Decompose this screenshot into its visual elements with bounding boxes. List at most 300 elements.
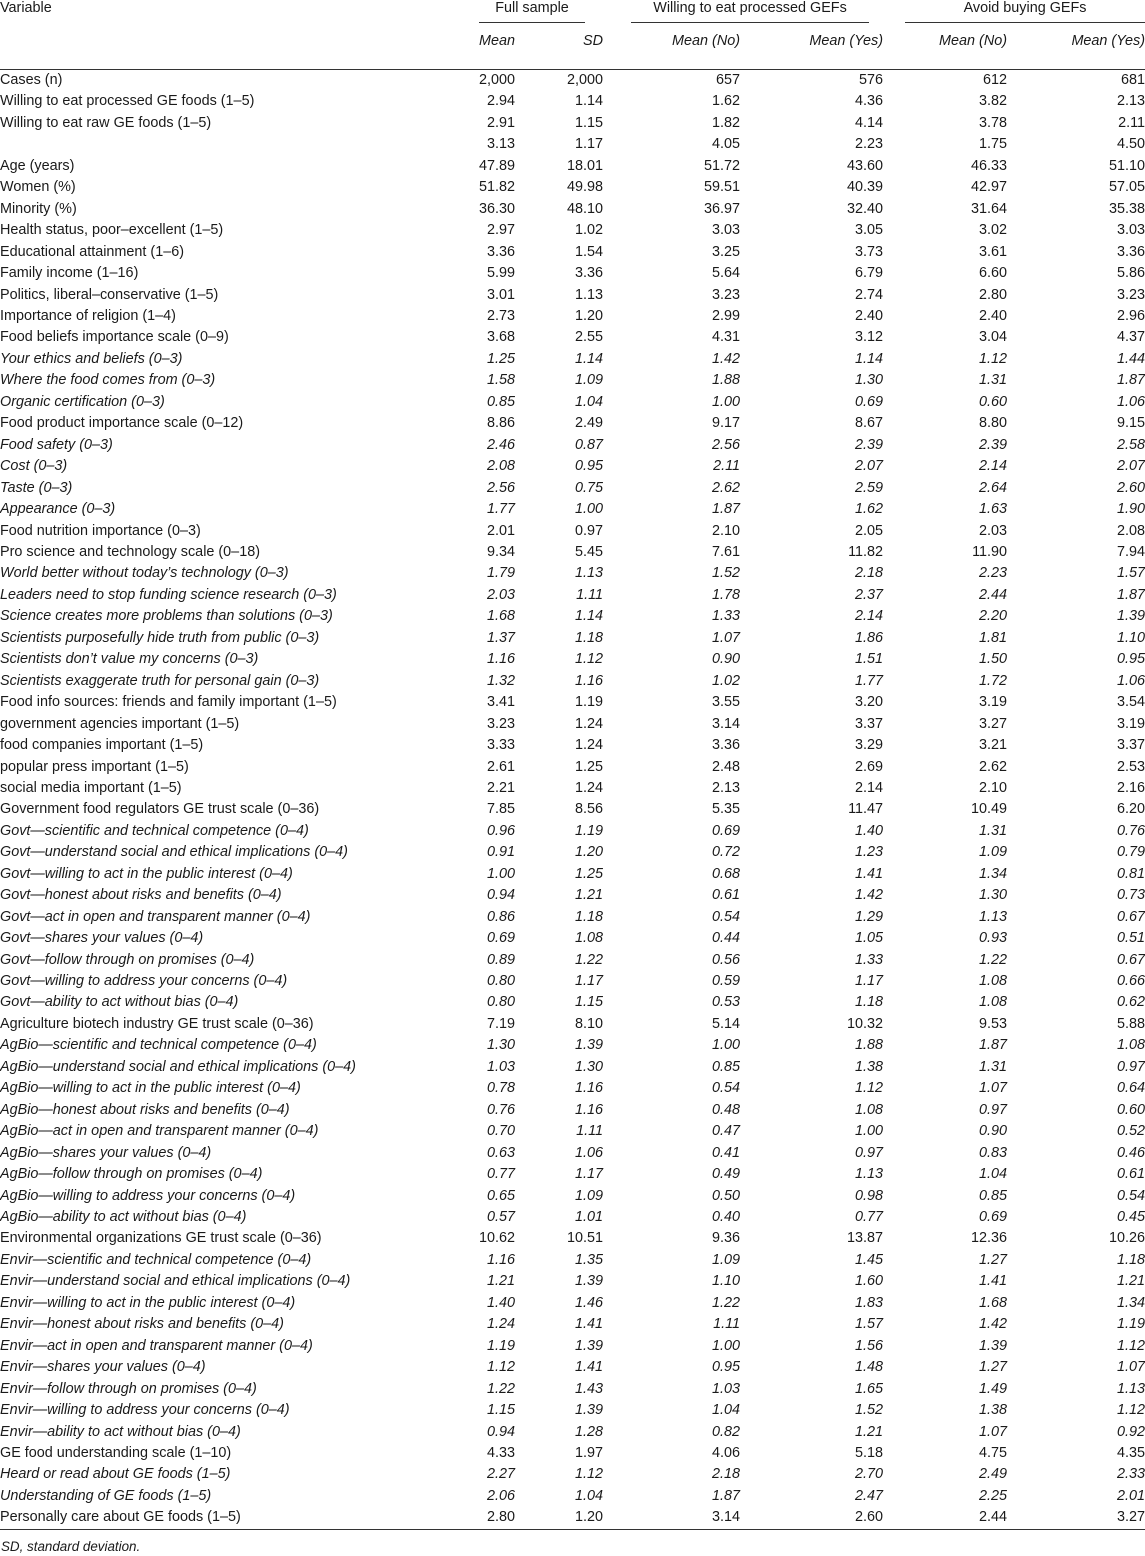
row-value: 0.47: [712, 1123, 741, 1140]
row-value: 3.61: [979, 243, 1008, 260]
row-value: 2.91: [486, 114, 515, 131]
row-value: 1.86: [855, 629, 884, 646]
row-value: 1.87: [1117, 372, 1145, 389]
row-value: 1.90: [1117, 501, 1145, 518]
table-row: [0, 1293, 1145, 1314]
row-value: 1.08: [855, 1101, 884, 1118]
table-row: [0, 134, 1145, 155]
row-value: 1.72: [979, 672, 1008, 689]
row-value: 59.51: [704, 179, 741, 196]
row-value: 0.85: [979, 1187, 1008, 1204]
row-label: AgBio—scientific and technical competence (0–4): [0, 1037, 317, 1054]
table-row: [0, 521, 1145, 542]
row-value: 1.07: [979, 1423, 1008, 1440]
row-value: 1.52: [855, 1402, 884, 1419]
row-value: 0.61: [712, 887, 741, 904]
table-row: [0, 242, 1145, 263]
table-row: [0, 864, 1145, 885]
row-value: 4.14: [855, 114, 884, 131]
group-header-label: Avoid buying GEFs: [905, 0, 1145, 23]
row-value: 1.27: [979, 1359, 1008, 1376]
row-label: Govt—honest about risks and benefits (0–4): [0, 887, 282, 904]
row-value: 9.36: [712, 1230, 741, 1247]
row-value: 8.80: [979, 415, 1008, 432]
row-value: 9.53: [979, 1015, 1008, 1032]
row-value: 0.98: [855, 1187, 884, 1204]
row-value: 3.55: [712, 694, 741, 711]
row-value: 0.67: [1117, 951, 1145, 968]
row-value: 1.15: [575, 994, 604, 1011]
row-value: 3.03: [712, 222, 741, 239]
table-row: [0, 1121, 1145, 1142]
row-value: 36.97: [704, 200, 741, 217]
row-value: 2,000: [567, 72, 604, 88]
table-row: [0, 1057, 1145, 1078]
row-value: 1.49: [979, 1380, 1008, 1397]
row-value: 2.62: [979, 758, 1008, 775]
row-value: 1.08: [575, 930, 604, 947]
row-value: 36.30: [478, 200, 515, 217]
row-value: 1.77: [855, 672, 884, 689]
row-value: 43.60: [847, 157, 884, 174]
table-row: [0, 499, 1145, 520]
row-value: 2.55: [575, 329, 604, 346]
row-value: 1.05: [855, 930, 884, 947]
row-value: 1.11: [713, 1316, 741, 1333]
table-row: [0, 692, 1145, 713]
row-value: 1.21: [855, 1423, 884, 1440]
row-value: 1.18: [1117, 1251, 1145, 1268]
table-row: [0, 1014, 1145, 1035]
row-value: 32.40: [847, 200, 884, 217]
row-value: 1.52: [712, 565, 741, 582]
row-label: Envir—act in open and transparent manner (0–4): [0, 1337, 313, 1354]
row-value: 48.10: [567, 200, 604, 217]
row-value: 3.68: [486, 329, 515, 346]
row-label: AgBio—willing to act in the public interest (0–4): [0, 1080, 301, 1097]
subheader-mean-yes: Mean (Yes): [740, 33, 883, 70]
row-value: 2.59: [855, 479, 884, 496]
table-row: [0, 542, 1145, 563]
row-value: 0.77: [855, 1209, 884, 1226]
row-value: 1.39: [1117, 608, 1145, 625]
row-value: 3.03: [1117, 222, 1145, 239]
row-value: 1.11: [576, 1123, 604, 1140]
row-value: 3.36: [575, 265, 604, 282]
table-row: [0, 757, 1145, 778]
row-value: 1.18: [855, 994, 884, 1011]
row-value: 3.29: [855, 737, 884, 754]
row-label: AgBio—honest about risks and benefits (0–4): [0, 1101, 290, 1118]
row-value: 2.16: [1117, 779, 1145, 796]
row-value: 0.80: [486, 994, 515, 1011]
row-value: 1.09: [575, 372, 604, 389]
row-value: 1.15: [486, 1402, 515, 1419]
row-value: 1.04: [575, 393, 604, 410]
row-label: Envir—willing to address your concerns (0–4): [0, 1402, 290, 1419]
row-value: 2.60: [1117, 479, 1145, 496]
row-value: 1.82: [712, 114, 741, 131]
row-value: 1.15: [575, 114, 604, 131]
row-value: 2.05: [855, 522, 884, 539]
row-value: 8.10: [575, 1015, 604, 1032]
row-value: 18.01: [567, 157, 604, 174]
row-value: 3.37: [1117, 737, 1145, 754]
row-value: 0.94: [486, 887, 515, 904]
row-value: 2,000: [478, 72, 515, 88]
row-value: 2.01: [486, 522, 515, 539]
subheader-mean-no: Mean (No): [603, 33, 740, 70]
row-value: 2.25: [979, 1487, 1008, 1504]
row-value: 2.48: [712, 758, 741, 775]
row-value: 1.27: [979, 1251, 1008, 1268]
row-label: Age (years): [0, 157, 75, 174]
row-value: 1.62: [712, 93, 741, 110]
row-label: Food info sources: friends and family important (1–5): [0, 694, 337, 711]
row-value: 1.87: [1117, 586, 1145, 603]
row-value: 1.57: [855, 1316, 884, 1333]
row-value: 1.24: [575, 737, 604, 754]
row-value: 2.23: [855, 136, 884, 153]
row-label: Importance of religion (1–4): [0, 307, 176, 324]
row-value: 681: [1121, 72, 1145, 88]
row-value: 1.19: [1117, 1316, 1145, 1333]
row-value: 0.48: [712, 1101, 741, 1118]
row-value: 1.38: [855, 1058, 884, 1075]
row-value: 0.85: [712, 1058, 741, 1075]
row-value: 9.17: [712, 415, 741, 432]
row-value: 4.33: [486, 1445, 515, 1461]
row-value: 0.54: [1117, 1187, 1145, 1204]
row-value: 2.20: [979, 608, 1008, 625]
row-value: 0.94: [486, 1423, 515, 1440]
table-row: [0, 1250, 1145, 1271]
row-value: 1.00: [712, 1337, 741, 1354]
row-label: Personally care about GE foods (1–5): [0, 1507, 447, 1529]
row-value: 0.69: [712, 822, 741, 839]
row-label: AgBio—act in open and transparent manner (0–4): [0, 1123, 319, 1140]
row-value: 1.09: [575, 1187, 604, 1204]
row-value: 1.03: [486, 1058, 515, 1075]
row-value: 5.99: [486, 265, 515, 282]
row-value: 3.54: [1117, 694, 1145, 711]
row-value: 0.56: [712, 951, 741, 968]
table-row: [0, 1100, 1145, 1121]
row-value: 1.88: [712, 372, 741, 389]
row-value: 0.95: [1117, 651, 1145, 668]
row-value: 2.10: [712, 522, 741, 539]
row-value: 1.81: [979, 629, 1008, 646]
row-label: Willing to eat raw GE foods (1–5): [0, 114, 212, 131]
row-value: 2.53: [1117, 758, 1145, 775]
table-row: [0, 370, 1145, 391]
row-value: 2.14: [855, 608, 884, 625]
row-value: 2.74: [855, 286, 884, 303]
row-value: 0.72: [712, 844, 741, 861]
row-value: 3.13: [486, 136, 515, 153]
row-value: 1.07: [979, 1080, 1008, 1097]
row-value: 51.82: [478, 179, 515, 196]
row-value: 1.14: [575, 608, 604, 625]
row-value: 1.35: [575, 1251, 604, 1268]
row-value: 2.03: [486, 586, 515, 603]
row-value: 0.60: [1117, 1101, 1145, 1118]
row-value: 1.00: [712, 393, 741, 410]
row-value: 5.64: [712, 265, 741, 282]
row-value: 2.06: [486, 1487, 515, 1504]
row-value: 1.12: [1117, 1402, 1145, 1419]
row-label: Scientists purposefully hide truth from public (0–3): [0, 629, 320, 646]
row-value: 3.02: [979, 222, 1008, 239]
row-value: 12.36: [971, 1230, 1008, 1247]
row-value: 4.06: [712, 1445, 741, 1461]
row-value: 1.38: [979, 1402, 1008, 1419]
row-value: 0.97: [575, 522, 604, 539]
row-value: 4.31: [712, 329, 741, 346]
row-label: AgBio—ability to act without bias (0–4): [0, 1209, 247, 1226]
row-value: 1.06: [1117, 393, 1145, 410]
row-value: 1.25: [575, 758, 604, 775]
row-value: 0.59: [712, 973, 741, 990]
row-label: Cost (0–3): [0, 458, 68, 475]
row-value: 1.20: [575, 307, 604, 324]
row-value: 1.25: [486, 350, 515, 367]
row-value: 5.86: [1117, 265, 1145, 282]
row-value: 0.97: [979, 1101, 1008, 1118]
row-value: 0.60: [979, 393, 1008, 410]
row-value: 1.12: [486, 1359, 515, 1376]
row-label: Food product importance scale (0–12): [0, 415, 244, 432]
row-value: 8.86: [486, 415, 515, 432]
row-label: Agriculture biotech industry GE trust scale (0–36): [0, 1015, 314, 1032]
table-header: [0, 0, 1145, 70]
row-value: 40.39: [847, 179, 884, 196]
header-group-row: [0, 0, 1145, 33]
row-value: 0.90: [979, 1123, 1008, 1140]
row-value: 3.36: [1117, 243, 1145, 260]
row-value: 1.14: [575, 350, 604, 367]
row-value: 1.33: [855, 951, 884, 968]
row-value: 1.41: [979, 1273, 1008, 1290]
row-value: 1.09: [979, 844, 1008, 861]
row-value: 1.30: [575, 1058, 604, 1075]
row-value: 1.31: [979, 372, 1008, 389]
table-row: [0, 1464, 1145, 1485]
row-label: Minority (%): [0, 200, 77, 217]
table-row: [0, 478, 1145, 499]
row-value: 0.97: [1117, 1058, 1145, 1075]
row-value: 7.85: [486, 801, 515, 818]
row-value: 10.32: [847, 1015, 884, 1032]
row-value: 2.94: [486, 93, 515, 110]
table-row: [0, 1271, 1145, 1292]
row-value: 2.14: [855, 779, 884, 796]
row-value: 2.61: [486, 758, 515, 775]
row-value: 1.42: [979, 1316, 1008, 1333]
row-value: 2.21: [486, 779, 515, 796]
table-footnote: SD, standard deviation.: [1, 1539, 141, 1554]
table-row: [0, 1314, 1145, 1335]
row-label: Envir—ability to act without bias (0–4): [0, 1423, 241, 1440]
table-row: [0, 1143, 1145, 1164]
row-value: 3.14: [603, 1507, 740, 1529]
row-value: 1.51: [855, 651, 884, 668]
table-row: [0, 606, 1145, 627]
row-value: 0.51: [1117, 930, 1145, 947]
row-value: 1.20: [515, 1507, 603, 1529]
row-value: 3.19: [979, 694, 1008, 711]
row-value: 1.00: [855, 1123, 884, 1140]
group-header-avoid-buying: [883, 0, 1145, 33]
row-value: 0.78: [486, 1080, 515, 1097]
table-row: [0, 1486, 1145, 1507]
table-row: [0, 1422, 1145, 1443]
row-value: 1.45: [855, 1251, 884, 1268]
table-row: [0, 392, 1145, 413]
row-value: 0.45: [1117, 1209, 1145, 1226]
row-value: 1.17: [855, 973, 884, 990]
row-label: Pro science and technology scale (0–18): [0, 543, 260, 560]
row-value: 5.45: [575, 543, 604, 560]
row-value: 1.19: [575, 822, 604, 839]
row-value: 3.25: [712, 243, 741, 260]
row-label: Govt—scientific and technical competence (0–4): [0, 822, 309, 839]
row-value: 1.68: [979, 1294, 1008, 1311]
row-value: 57.05: [1109, 179, 1145, 196]
table-row: [0, 799, 1145, 820]
row-label: social media important (1–5): [0, 779, 182, 796]
table-row: [0, 1186, 1145, 1207]
row-value: 2.03: [979, 522, 1008, 539]
row-value: 1.41: [575, 1359, 604, 1376]
row-value: 1.57: [1117, 565, 1145, 582]
row-value: 1.31: [979, 1058, 1008, 1075]
row-value: 1.14: [855, 350, 884, 367]
row-value: 2.60: [740, 1507, 883, 1529]
table-row: [0, 285, 1145, 306]
table-row: [0, 1379, 1145, 1400]
row-value: 1.48: [855, 1359, 884, 1376]
row-label: AgBio—shares your values (0–4): [0, 1144, 212, 1161]
row-value: 1.37: [486, 629, 515, 646]
row-label: Envir—follow through on promises (0–4): [0, 1380, 257, 1397]
row-value: 0.86: [486, 908, 515, 925]
row-value: 1.04: [712, 1402, 741, 1419]
row-value: 0.69: [486, 930, 515, 947]
row-value: 1.77: [486, 501, 515, 518]
row-label: Food beliefs importance scale (0–9): [0, 329, 229, 346]
table-row: [0, 199, 1145, 220]
row-value: 1.13: [575, 565, 604, 582]
row-value: 1.39: [575, 1037, 604, 1054]
row-label: Taste (0–3): [0, 479, 73, 496]
table-row: [0, 649, 1145, 670]
row-value: 0.95: [575, 458, 604, 475]
row-value: 1.21: [486, 1273, 515, 1290]
row-label: food companies important (1–5): [0, 737, 204, 754]
row-value: 1.34: [1117, 1294, 1145, 1311]
row-value: 2.99: [712, 307, 741, 324]
row-value: 1.14: [575, 93, 604, 110]
row-label: Govt—follow through on promises (0–4): [0, 951, 255, 968]
row-value: 0.76: [486, 1101, 515, 1118]
row-label: Food safety (0–3): [0, 436, 113, 453]
row-value: 10.49: [971, 801, 1008, 818]
row-value: 1.78: [712, 586, 741, 603]
row-value: 1.10: [712, 1273, 741, 1290]
row-value: 1.40: [486, 1294, 515, 1311]
row-value: 1.17: [575, 1166, 604, 1183]
table-row: [0, 1400, 1145, 1421]
row-value: 7.94: [1117, 543, 1145, 560]
row-label: Cases (n): [0, 72, 63, 88]
variable-column-header: Variable: [0, 0, 52, 16]
row-value: 0.81: [1117, 865, 1145, 882]
row-value: 1.18: [575, 629, 604, 646]
row-value: 2.08: [486, 458, 515, 475]
row-value: 2.73: [486, 307, 515, 324]
row-value: 0.67: [1117, 908, 1145, 925]
row-label: Govt—ability to act without bias (0–4): [0, 994, 239, 1011]
row-value: 1.56: [855, 1337, 884, 1354]
subheader-mean-yes: Mean (Yes): [1007, 33, 1145, 70]
row-value: 0.85: [486, 393, 515, 410]
row-value: 4.35: [1117, 1445, 1145, 1461]
row-value: 1.17: [575, 136, 604, 153]
row-value: 1.04: [979, 1166, 1008, 1183]
table-row: [0, 220, 1145, 241]
table-row: [0, 435, 1145, 456]
row-value: 1.00: [575, 501, 604, 518]
row-value: 1.46: [575, 1294, 604, 1311]
row-value: 3.27: [1007, 1507, 1145, 1529]
row-value: 1.23: [855, 844, 884, 861]
row-value: 2.13: [712, 779, 741, 796]
row-value: 2.40: [855, 307, 884, 324]
table-row: [0, 842, 1145, 863]
row-value: 9.34: [486, 543, 515, 560]
row-label: Family income (1–16): [0, 265, 139, 282]
table-row: [0, 1357, 1145, 1378]
row-label: Govt—act in open and transparent manner (0–4): [0, 908, 311, 925]
row-value: 4.36: [855, 93, 884, 110]
row-value: 51.72: [704, 157, 741, 174]
row-value: 1.43: [575, 1380, 604, 1397]
table-row: [0, 306, 1145, 327]
table-row: [0, 91, 1145, 112]
row-value: 0.62: [1117, 994, 1145, 1011]
row-value: 2.33: [1117, 1466, 1145, 1483]
row-value: 3.27: [979, 715, 1008, 732]
row-value: 2.96: [1117, 307, 1145, 324]
row-value: 2.18: [712, 1466, 741, 1483]
row-value: 3.20: [855, 694, 884, 711]
row-value: 1.19: [486, 1337, 515, 1354]
row-value: 5.14: [712, 1015, 741, 1032]
row-value: 2.49: [575, 415, 604, 432]
table-row: [0, 177, 1145, 198]
table-row: [0, 349, 1145, 370]
row-value: 2.56: [712, 436, 741, 453]
row-value: 1.18: [575, 908, 604, 925]
row-value: 1.34: [979, 865, 1008, 882]
row-value: 0.63: [486, 1144, 515, 1161]
row-value: 1.13: [575, 286, 604, 303]
row-value: 1.16: [575, 672, 604, 689]
row-value: 0.69: [979, 1209, 1008, 1226]
row-value: 2.40: [979, 307, 1008, 324]
row-value: 0.76: [1117, 822, 1145, 839]
